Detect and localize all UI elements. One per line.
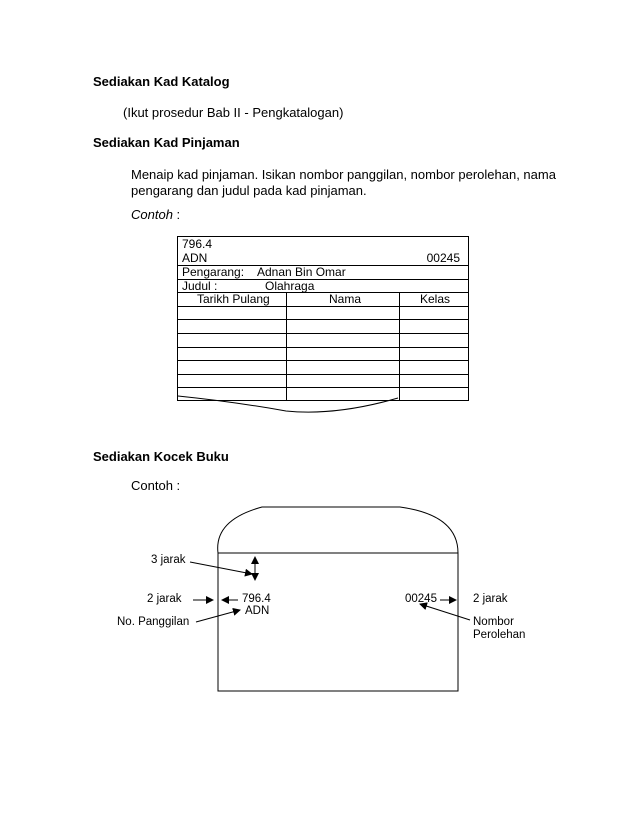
card-col-kelas: Kelas xyxy=(420,292,451,306)
pocket-call-number: 796.4 xyxy=(242,593,271,605)
card-author-code: ADN xyxy=(182,251,208,265)
label-2-jarak-left: 2 jarak xyxy=(147,593,182,605)
card-author-value: Adnan Bin Omar xyxy=(257,265,346,279)
heading-kad-pinjaman: Sediakan Kad Pinjaman xyxy=(93,135,240,150)
label-no-panggilan: No. Panggilan xyxy=(117,616,190,628)
pocket-accession-number: 00245 xyxy=(405,593,437,605)
card-col-nama: Nama xyxy=(329,292,362,306)
pocket-author-code: ADN xyxy=(245,605,270,617)
label-3-jarak: 3 jarak xyxy=(151,554,186,566)
example-colon: : xyxy=(172,207,181,222)
label-perolehan: Perolehan xyxy=(473,629,526,641)
card-title-value: Olahraga xyxy=(265,279,315,293)
label-nombor: Nombor xyxy=(473,616,514,628)
card-col-tarikh: Tarikh Pulang xyxy=(197,292,270,306)
pocket-body xyxy=(218,553,458,691)
pocket-flap xyxy=(218,507,458,553)
note-katalog: (Ikut prosedur Bab II - Pengkatalogan) xyxy=(123,105,344,120)
card-title-label: Judul : xyxy=(182,279,218,293)
heading-katalog: Sediakan Kad Katalog xyxy=(93,74,230,89)
example-word: Contoh xyxy=(131,207,173,222)
card-call-number: 796.4 xyxy=(182,237,213,251)
heading-kocek-buku: Sediakan Kocek Buku xyxy=(93,449,229,464)
pocket-example-label: Contoh : xyxy=(131,478,181,493)
paragraph-line-1: Menaip kad pinjaman. Isikan nombor panggilan, nombor perolehan, nama xyxy=(131,167,556,182)
card-author-label: Pengarang: xyxy=(182,265,245,279)
paragraph-line-2: pengarang dan judul pada kad pinjaman. xyxy=(131,183,367,198)
card-accession-number: 00245 xyxy=(426,251,460,265)
label-2-jarak-right: 2 jarak xyxy=(473,593,508,605)
